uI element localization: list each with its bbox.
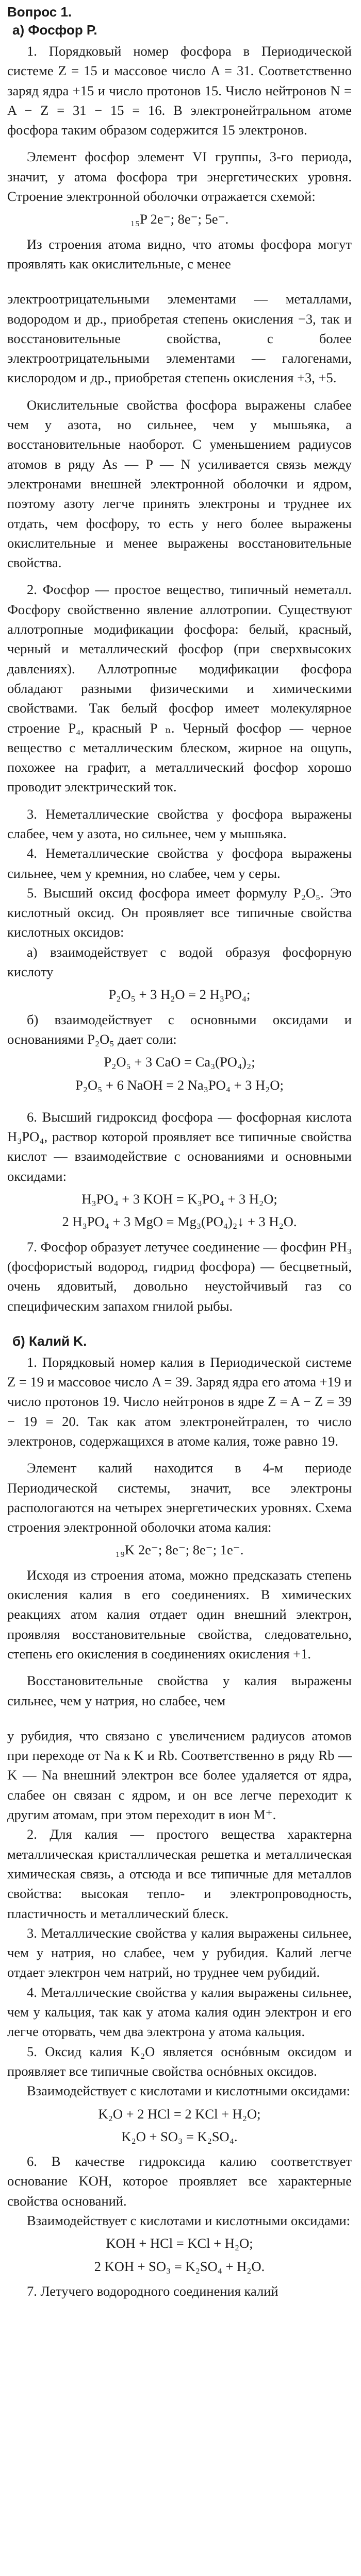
paragraph: Элемент калий находится в 4-м периоде Периодической системы, значит, все электроны распологаются на четырех энергетических уровнях. Схема строения электронной оболочки атома калия: <box>7 1460 352 1535</box>
chemical-equation: 2 H₃PO₄ + 3 MgO = Mg₃(PO₄)₂↓ + 3 H₂O. <box>62 1214 297 1230</box>
paragraph: 1. Порядковый номер фосфора в Периодической системе Z = 15 и массовое число A = 31. Соответственно заряд ядра +15 и число протонов 15. Число нейтронов N = A − Z = 31 − 15 = 16. В электронейтральном атоме фосфора таким образом содержится 15 электронов. <box>7 43 352 138</box>
paragraph: 2. Фосфор — простое вещество, типичный неметалл. Фосфору свойственно явление аллотропии. Существуют аллотропные модификации фосфора: белый, красный, черный и металлический фосфор (при сверхвысоких давлениях). Аллотропные модификации фосфора обладают разными физическими и химическими свойствами. Так белый фосфор имеет молекулярное строение P₄, красный P ₙ. Черный фосфор — черное вещество с металлическим блеском, жирное на ощупь, похожее на графит, а металлический фосфор хорошо проводит электрический ток. <box>7 582 352 795</box>
paragraph: б) взаимодействует с основными оксидами и основаниями P₂O₅ дает соли: <box>7 1011 352 1047</box>
paragraph: 6. В качестве гидроксида калию соответствует основание KOH, которое проявляет все характерные свойства оснований. <box>7 2154 352 2209</box>
paragraph: 4. Неметаллические свойства у фосфора выражены сильнее, чем у кремния, но слабее, чем у серы. <box>7 845 352 881</box>
paragraph: Взаимодействует с кислотами и кислотными оксидами: <box>27 2083 351 2099</box>
paragraph: а) взаимодействует с водой образуя фосфорную кислоту <box>7 944 352 980</box>
paragraph: 1. Порядковый номер калия в Периодической системе Z = 19 и массовое число A = 39. Заряд ядра его атома +19 и число протонов 19. Число нейтронов в ядре Z = A − Z = 39 − 19 = 20. Так как атом электронейтрален, то число электронов, содержащихся в атоме калия, тоже равно 19. <box>7 1354 352 1449</box>
chemical-equation: H₃PO₄ + 3 KOH = K₃PO₄ + 3 H₂O; <box>81 1191 277 1207</box>
chemical-equation: 2 KOH + SO₃ = K₂SO₄ + H₂O. <box>94 2258 265 2274</box>
paragraph: Исходя из строения атома, можно предсказать степень окисления калия в его соединениях. В химических реакциях атом калия отдает один внешний электрон, проявляя восстановительные свойства, следовательно, степень его окисления в соединениях окисления +1. <box>7 1567 352 1662</box>
chemical-equation: K₂O + SO₃ = K₂SO₄. <box>121 2128 238 2144</box>
paragraph: электроотрицательными элементами — металлами, водородом и др., приобретая степень окисления −3, так и восстановительные свойства, с более электроотрицательными элементами — галогенами, кислородом и др., приобретая степень окисления +3, +5. <box>7 291 352 386</box>
paragraph: Элемент фосфор элемент VI группы, 3-го периода, значит, у атома фосфора три энергетических уровня. Строение электронной оболочки отражается схемой: <box>7 149 352 205</box>
paragraph: 7. Летучего водородного соединения калий <box>27 2283 278 2299</box>
paragraph: у рубидия, что связано с увеличением радиусов атомов при переходе от Na к K и Rb. Соответственно в ряду Rb — K — Na внешний электрон все более удаляется от ядра, слабее он связан с ядром, и он все легче переходит к другим атомам, при этом переходит в ион M⁺. <box>7 1727 352 1823</box>
paragraph: 3. Металлические свойства у калия выражены сильнее, чем у натрия, но слабее, чем у рубидия. Калий легче отдает электрон чем натрий, но труднее чем рубидий. <box>7 1925 352 1980</box>
paragraph: 3. Неметаллические свойства у фосфора выражены слабее, чем у азота, но сильнее, чем у мышьяка. <box>7 806 352 841</box>
paragraph: Окислительные свойства фосфора выражены слабее чем у азота, но сильнее, чем у мышьяка, а восстановительные наоборот. С уменьшением радиусов атомов в ряду As — P — N усиливается связь между электронами внешней электронной оболочки и ядром, поэтому азоту легче принять электроны и труднее их отдать, чем фосфору, то есть у него более выражены окислительные и менее выражены восстановительные свойства. <box>7 397 352 571</box>
chemical-equation: P₂O₅ + 3 H₂O = 2 H₃PO₄; <box>108 987 251 1003</box>
chemical-equation: P₂O₅ + 6 NaOH = 2 Na₃PO₄ + 3 H₂O; <box>75 1077 284 1093</box>
paragraph: 7. Фосфор образует летучее соединение — фосфин PH₃ (фосфористый водород, гидрид фосфора) — бесцветный, очень ядовитый, довольно неустойчивый газ со специфическим запахом гнилой рыбы. <box>7 1239 352 1314</box>
question-title: Вопрос 1. <box>7 4 72 20</box>
paragraph: 2. Для калия — простого вещества характерна металлическая кристаллическая решетка и металлическая химическая связь, а отсюда и все типичные для металлов свойства: высокая тепло- и электропроводность, пластичность и металлический блеск. <box>7 1826 352 1921</box>
electron-scheme: ₁₉K 2e⁻; 8e⁻; 8e⁻; 1e⁻. <box>115 1542 244 1558</box>
section-title-phosphorus: а) Фосфор Р. <box>12 22 97 38</box>
paragraph: 4. Металлические свойства у калия выражены сильнее, чем у кальция, так как у атома калия один электрон и его легче оторвать, чем два электрона у атома кальция. <box>7 1984 352 2040</box>
paragraph: 5. Высший оксид фосфора имеет формулу P₂O₅. Это кислотный оксид. Он проявляет все типичные свойства кислотных оксидов: <box>7 885 352 940</box>
paragraph: 6. Высший гидроксид фосфора — фосфорная кислота H₃PO₄, раствор которой проявляет все типичные свойства кислот — взаимодействие с основаниями и основными оксидами: <box>7 1109 352 1184</box>
paragraph: Восстановительные свойства у калия выражены сильнее, чем у натрия, но слабее, чем <box>7 1673 352 1708</box>
chemical-equation: K₂O + 2 HCl = 2 KCl + H₂O; <box>98 2106 261 2122</box>
paragraph: 5. Оксид калия K₂O является оснóвным оксидом и проявляет все типичные свойства оснóвных оксидов. <box>7 2043 352 2079</box>
chemical-equation: P₂O₅ + 3 CaO = Ca₃(PO₄)₂; <box>104 1054 255 1070</box>
electron-scheme: ₁₅P 2e⁻; 8e⁻; 5e⁻. <box>130 211 229 227</box>
chemical-equation: KOH + HCl = KCl + H₂O; <box>106 2235 253 2251</box>
paragraph: Взаимодействует с кислотами и кислотными оксидами: <box>27 2212 351 2228</box>
paragraph: Из строения атома видно, что атомы фосфора могут проявлять как окислительные, с менее <box>7 236 352 272</box>
section-title-potassium: б) Калий K. <box>12 1333 87 1349</box>
